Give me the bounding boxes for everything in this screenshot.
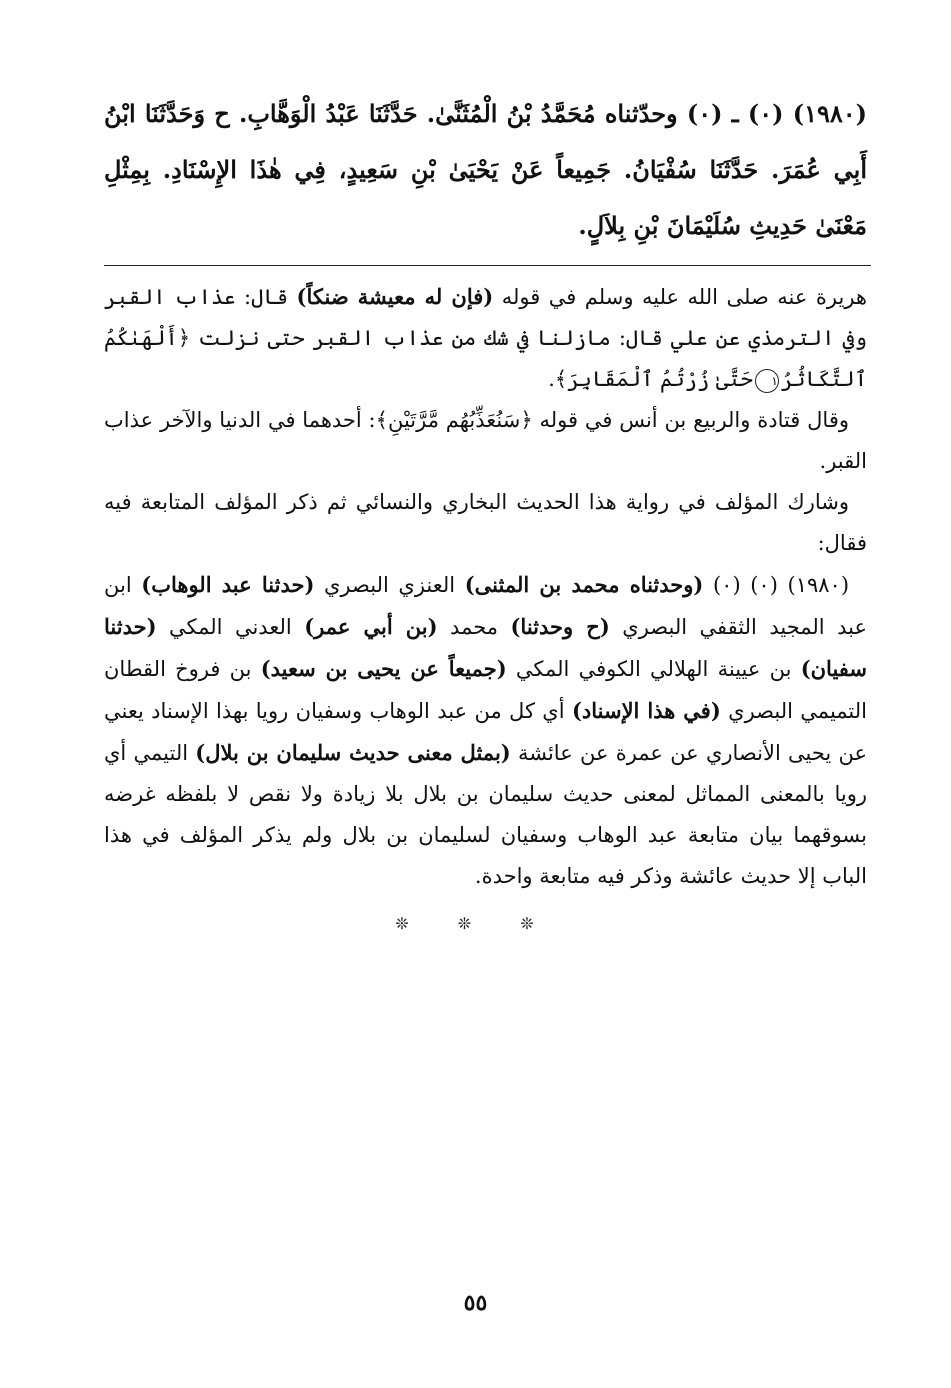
quran-verse-1-continued: حَتَّىٰ زُرْتُمُ ٱلْمَقَابِرَ [567, 367, 753, 391]
commentary [104, 276, 867, 897]
p4-b1: (وحدثناه محمد بن المثنى) [464, 572, 704, 597]
verse-close-bracket: ﴾ [554, 367, 568, 391]
p4-b2: (حدثنا عبد الوهاب) [141, 572, 315, 597]
commentary-p1-end: . [548, 367, 555, 391]
commentary-p1-bold-1: (فإن له معيشة ضنكاً) [296, 284, 494, 309]
commentary-paragraph-2 [104, 400, 867, 482]
p4-s6: بن عيينة الهلالي الكوفي المكي [506, 657, 801, 681]
footnote-divider [104, 265, 871, 266]
page-number: ٥٥ [463, 1290, 488, 1316]
p4-s1: (١٩٨٠) (٠) (٠) [703, 573, 850, 597]
quran-verse-2: سَنُعَذِّبُهُم مَّرَّتَيْنِ [387, 408, 521, 432]
p4-s5: العدني المكي [156, 615, 305, 639]
commentary-p2-text-2: : أحدهما في الدنيا والآخر عذاب القبر. [104, 408, 867, 473]
commentary-p1-text-2: قال: عذاب القبر وفي الترمذي عن علي قال: مازلنا في شك من عذاب القبر حتى نزلت [104, 285, 867, 350]
verse-open-bracket: ﴿ [177, 326, 191, 350]
p4-b4: (بن أبي عمر) [304, 614, 438, 639]
p4-b3: (ح وحدثنا) [510, 614, 610, 639]
verse-close-bracket-2: ﴾ [375, 408, 388, 432]
p4-s4: محمد [437, 615, 511, 639]
p4-s9: التيمي أي رويا بالمعنى المماثل لمعنى حديث سليمان بن بلال بلا زيادة ولا نقص لا بلفظه غرضه بسوقهما بيان متابعة عبد الوهاب وسفيان لسليمان بن بلال ولم يذكر المؤلف في هذا الباب إلا حديث عائشة وذكر فيه متابعة واحدة. [104, 741, 867, 888]
p4-b7: (في هذا الإسناد) [571, 698, 721, 723]
quran-verse-1: أَلْهَىٰكُمُ ٱلتَّكَاثُرُ [104, 326, 867, 391]
commentary-p1-text-1: هريرة عنه صلى الله عليه وسلم في قوله [493, 285, 868, 309]
commentary-paragraph-1 [104, 276, 867, 400]
p4-s8: أي كل من عبد الوهاب وسفيان رويا بهذا الإسناد يعني عن يحيى الأنصاري عن عمرة عن عائشة [104, 699, 868, 765]
p4-b6: (جميعاً عن يحيى بن سعيد) [260, 656, 507, 681]
commentary-paragraph-4 [104, 564, 867, 897]
verse-open-bracket-2: ﴿ [520, 408, 533, 432]
p4-s7: بن فروخ القطان التميمي البصري [104, 657, 867, 723]
commentary-p2-text-1: وقال قتادة والربيع بن أنس في قوله [532, 408, 849, 432]
hadith-text: (١٩٨٠) (٠) ـ (٠) وحدّثناه مُحَمَّدُ بْنُ الْمُثَنَّىٰ. حَدَّثَنَا عَبْدُ الْوَهَّابِ. ح وَحَدَّثَنَا ابْنُ أَبِي عُمَرَ. حَدَّثَنَا سُفْيَانُ. جَمِيعاً عَنْ يَحْيَىٰ بْنِ سَعِيدٍ، فِي هٰذَا الإِسْنَادِ. بِمِثْلِ مَعْنَىٰ حَدِيثِ سُلَيْمَانَ بْنِ بِلاَلٍ. [104, 99, 867, 240]
p4-s3: ابن عبد المجيد الثقفي البصري [104, 573, 867, 639]
commentary-paragraph-3: وشارك المؤلف في رواية هذا الحديث البخاري والنسائي ثم ذكر المؤلف المتابعة فيه فقال: [104, 490, 867, 555]
p4-b5: (حدثنا سفيان) [104, 614, 867, 681]
p4-b8: (بمثل معنى حديث سليمان بن بلال) [195, 740, 511, 765]
section-separator-stars: ❊ ❊ ❊ [395, 914, 556, 933]
p4-s2: العنزي البصري [314, 573, 465, 597]
verse-number-marker: ١ [755, 369, 779, 393]
